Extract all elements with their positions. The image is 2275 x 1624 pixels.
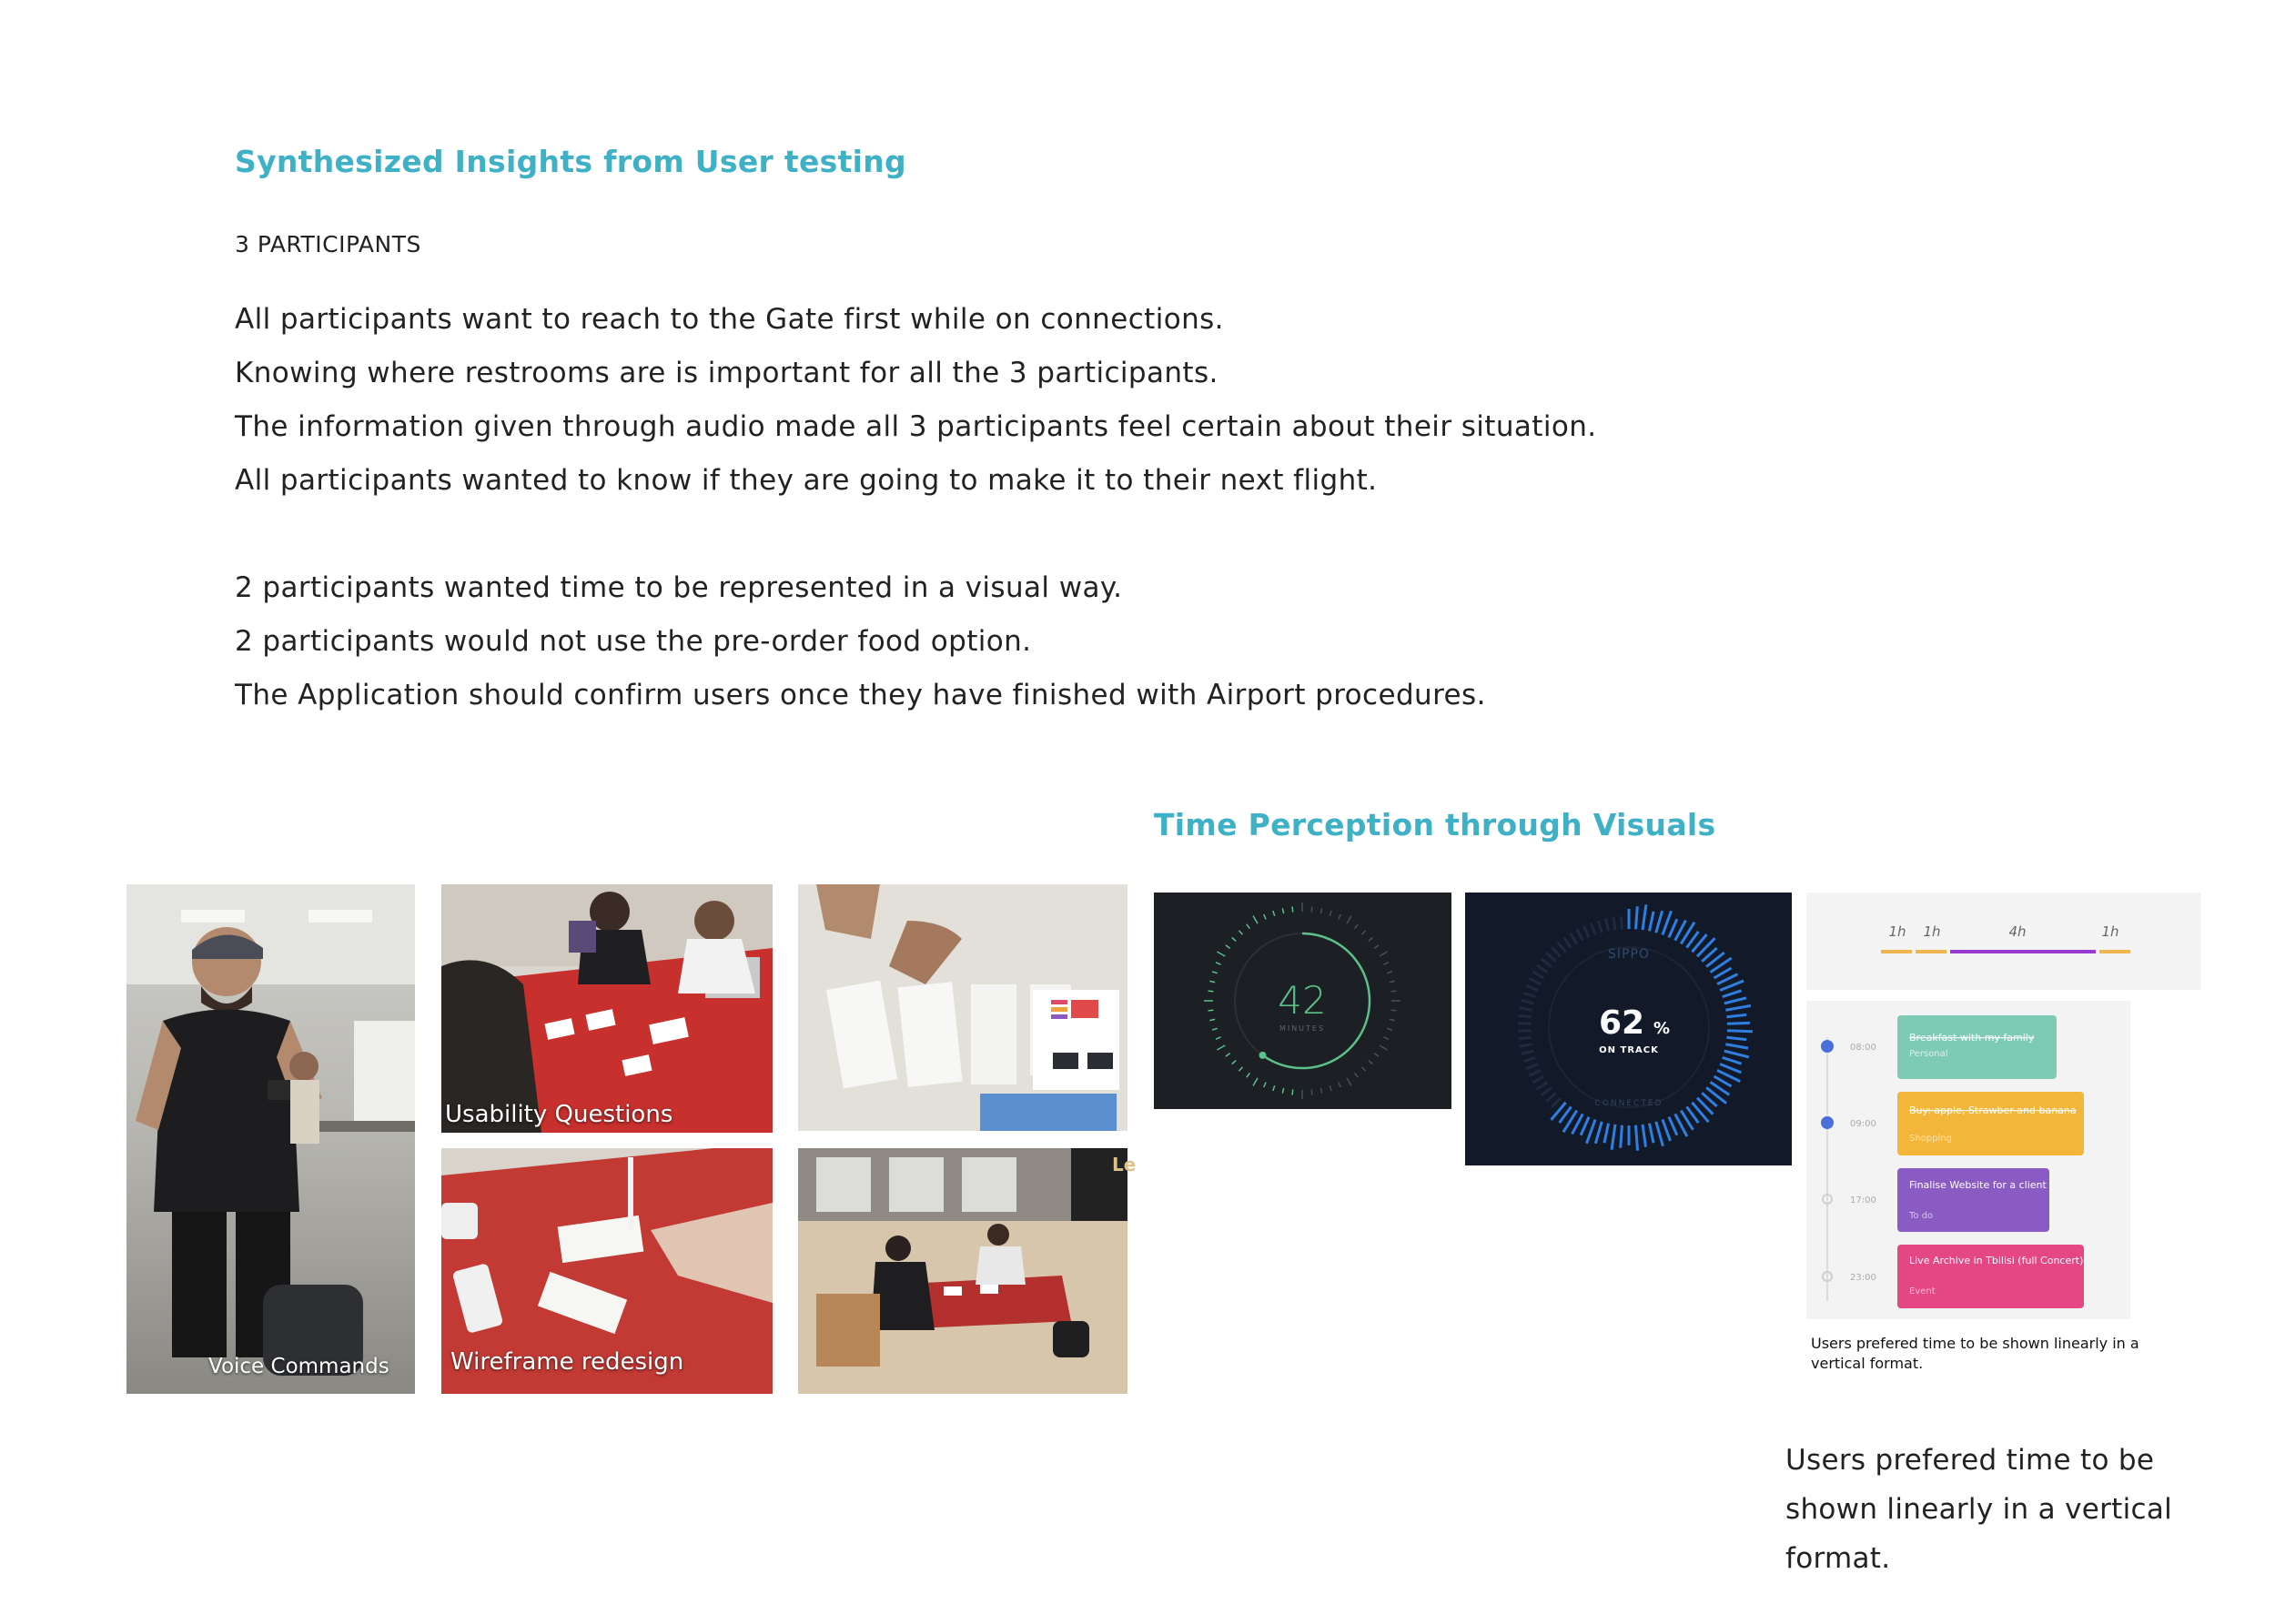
duration-label: 1h	[2101, 923, 2119, 940]
progress-value: 62	[1598, 1004, 1645, 1042]
paper-prototype-illustration	[798, 884, 1127, 1131]
progress-dial	[1465, 893, 1792, 1165]
insight-item: The information given through audio made all 3 participants feel certain about their situation.	[235, 410, 1597, 443]
insight-item: 2 participants would not use the pre-order food option.	[235, 625, 1032, 658]
timeline-time: 23:00	[1850, 1273, 1876, 1283]
svg-text:Le: Le	[1112, 1154, 1137, 1175]
voice-commands-illustration	[126, 884, 415, 1394]
duration-label: 1h	[1923, 923, 1941, 940]
photo-session	[798, 1148, 1137, 1394]
photo-wireframe-redesign	[441, 1148, 773, 1394]
timeline-card-title: Finalise Website for a client	[1909, 1179, 2047, 1191]
timeline-time: 17:00	[1850, 1195, 1876, 1205]
timeline-caption: Users prefered time to be shown linearly in a vertical format.	[1811, 1335, 2139, 1372]
timeline-card[interactable]	[1897, 1015, 2057, 1079]
timeline-card-title: Breakfast with my family	[1909, 1032, 2035, 1044]
insights-list	[235, 293, 1964, 722]
timeline-card-tag: Personal	[1909, 1049, 1948, 1059]
photo-caption: Wireframe redesign	[450, 1348, 684, 1376]
usability-illustration	[441, 884, 773, 1133]
timeline-card-title: Buy: apple, Strawber and banana	[1909, 1105, 2077, 1116]
photo-voice-commands	[126, 884, 415, 1394]
duration-bar-card	[1806, 893, 2201, 990]
duration-label: 1h	[1888, 923, 1906, 940]
timeline-card-title: Live Archive in Tbilisi (full Concert)	[1909, 1255, 2084, 1266]
insight-item: All participants want to reach to the Gate first while on connections.	[235, 303, 1224, 336]
timeline-card[interactable]	[1897, 1092, 2084, 1155]
timeline-graphic	[1806, 1001, 2130, 1319]
photo-caption: Voice Commands	[208, 1355, 389, 1378]
timeline-time: 09:00	[1850, 1119, 1876, 1129]
brand-label: SIPPO	[1608, 947, 1650, 962]
timeline-card-tag: Event	[1909, 1286, 1936, 1296]
insight-item: The Application should confirm users once they have finished with Airport procedures.	[235, 679, 1486, 711]
connection-label: CONNECTED	[1594, 1099, 1663, 1108]
insight-item: 2 participants wanted time to be represented in a visual way.	[235, 571, 1123, 604]
side-note: Users prefered time to be shown linearly in a vertical format.	[1785, 1444, 2173, 1575]
insight-item: All participants wanted to know if they are going to make it to their next flight.	[235, 464, 1378, 497]
minutes-dial-graphic	[1154, 893, 1451, 1109]
progress-unit: %	[1653, 1019, 1671, 1038]
insight-item: Knowing where restrooms are is important for all the 3 participants.	[235, 357, 1218, 389]
dial-unit: MINUTES	[1279, 1024, 1326, 1033]
timeline-card-tag: To do	[1909, 1211, 1934, 1221]
photo-caption: Usability Questions	[445, 1101, 673, 1128]
dial-value: 42	[1278, 978, 1327, 1023]
participants-count: 3 PARTICIPANTS	[235, 231, 421, 257]
progress-status: ON TRACK	[1599, 1045, 1659, 1055]
timeline-card[interactable]	[1897, 1168, 2049, 1232]
duration-bar	[1806, 893, 2201, 990]
timeline-card-tag: Shopping	[1909, 1134, 1952, 1144]
progress-dial-graphic	[1465, 893, 1792, 1165]
page-title: Synthesized Insights from User testing	[235, 144, 906, 179]
timeline-time: 08:00	[1850, 1043, 1876, 1053]
visuals-title: Time Perception through Visuals	[1154, 807, 1716, 842]
photo-usability-questions	[441, 884, 773, 1133]
session-illustration	[798, 1148, 1137, 1394]
minutes-dial	[1154, 893, 1451, 1109]
vertical-timeline	[1806, 1001, 2130, 1319]
duration-label: 4h	[2008, 923, 2027, 940]
photo-paper-prototype	[798, 884, 1127, 1131]
